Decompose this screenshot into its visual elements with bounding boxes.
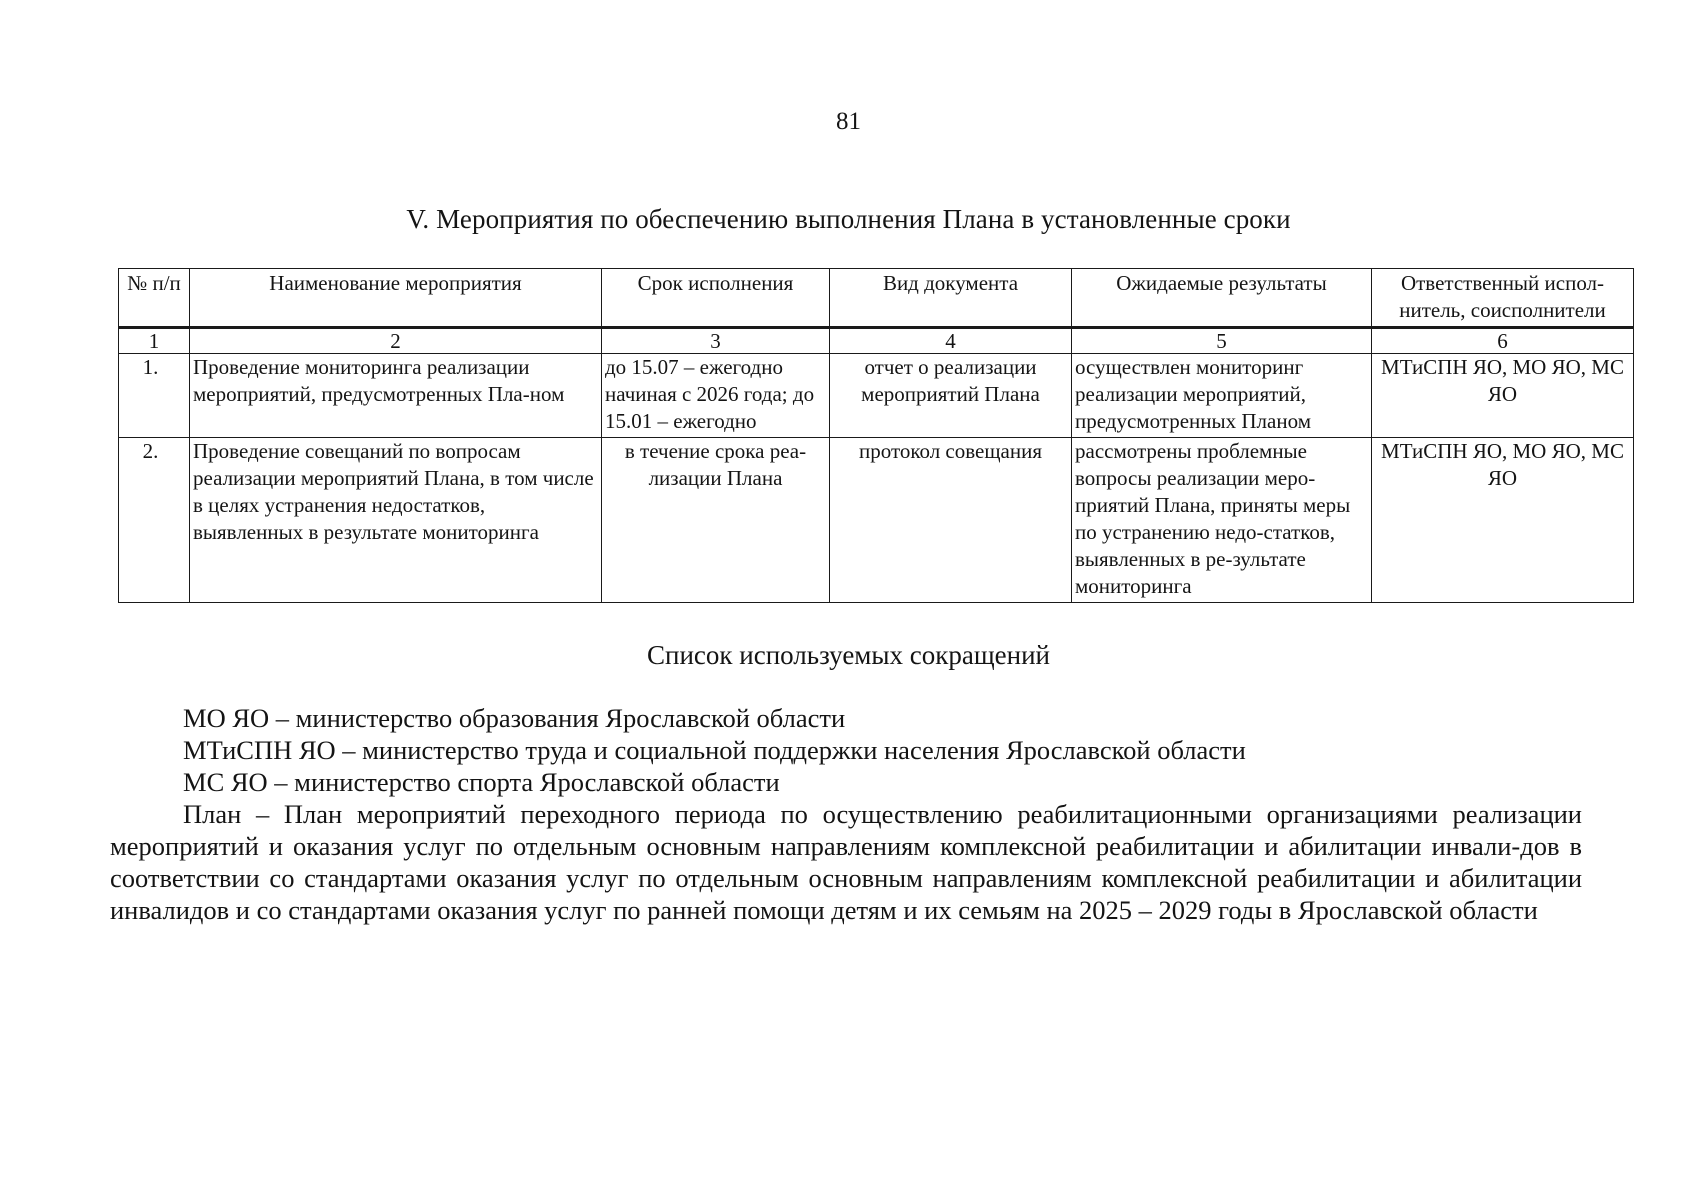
abbreviation-item: МС ЯО – министерство спорта Ярославской области xyxy=(183,767,780,797)
column-number-row xyxy=(119,328,1634,354)
abbreviation-item: МТиСПН ЯО – министерство труда и социальной поддержки населения Ярославской области xyxy=(183,735,1246,765)
row-document: протокол совещания xyxy=(830,438,1072,603)
table-row xyxy=(119,354,1634,438)
row-result: осуществлен мониторинг реализации мероприятий, предусмотренных Планом xyxy=(1072,354,1372,438)
header-name: Наименование мероприятия xyxy=(190,269,602,328)
header-result: Ожидаемые результаты xyxy=(1072,269,1372,328)
measures-table xyxy=(118,268,1634,603)
row-responsible: МТиСПН ЯО, МО ЯО, МС ЯО xyxy=(1372,438,1634,603)
row-deadline: до 15.07 – ежегодно начиная с 2026 года; до 15.01 – ежегодно xyxy=(602,354,830,438)
column-number: 4 xyxy=(830,328,1072,354)
header-responsible: Ответственный испол-нитель, соисполнители xyxy=(1372,269,1634,328)
section-title: V. Мероприятия по обеспечению выполнения Плана в установленные сроки xyxy=(406,204,1291,234)
header-deadline: Срок исполнения xyxy=(602,269,830,328)
column-number: 3 xyxy=(602,328,830,354)
table-row xyxy=(119,438,1634,603)
abbreviation-item: МО ЯО – министерство образования Ярославской области xyxy=(183,703,846,733)
plan-definition: План – План мероприятий переходного периода по осуществлению реабилитационными организациями реализации мероприятий и оказания услуг по отдельным основным направлениям комплексной реабилитации и абилитации инвали-дов в соответствии со стандартами оказания услуг по отдельным основным направлениям комплексной реабилитации и абилитации инвалидов и со стандартами оказания услуг по ранней помощи детям и их семьям на 2025 – 2029 годы в Ярославской области xyxy=(110,799,1582,925)
header-document: Вид документа xyxy=(830,269,1072,328)
row-result: рассмотрены проблемные вопросы реализации меро-приятий Плана, приняты меры по устранению недо-статков, выявленных в ре-зультате мониторинга xyxy=(1072,438,1372,603)
row-name: Проведение мониторинга реализации мероприятий, предусмотренных Пла-ном xyxy=(190,354,602,438)
row-deadline: в течение срока реа-лизации Плана xyxy=(602,438,830,603)
column-number: 5 xyxy=(1072,328,1372,354)
row-responsible: МТиСПН ЯО, МО ЯО, МС ЯО xyxy=(1372,354,1634,438)
abbreviations-list xyxy=(110,702,1582,926)
column-number: 2 xyxy=(190,328,602,354)
page-number: 81 xyxy=(836,108,861,135)
column-number: 6 xyxy=(1372,328,1634,354)
abbreviations-title: Список используемых сокращений xyxy=(647,640,1050,670)
row-name: Проведение совещаний по вопросам реализации мероприятий Плана, в том числе в целях устранения недостатков, выявленных в результате мониторинга xyxy=(190,438,602,603)
row-document: отчет о реализации мероприятий Плана xyxy=(830,354,1072,438)
row-num: 2. xyxy=(119,438,190,603)
header-num: № п/п xyxy=(119,269,190,328)
row-num: 1. xyxy=(119,354,190,438)
column-number: 1 xyxy=(119,328,190,354)
table-header-row xyxy=(119,269,1634,328)
